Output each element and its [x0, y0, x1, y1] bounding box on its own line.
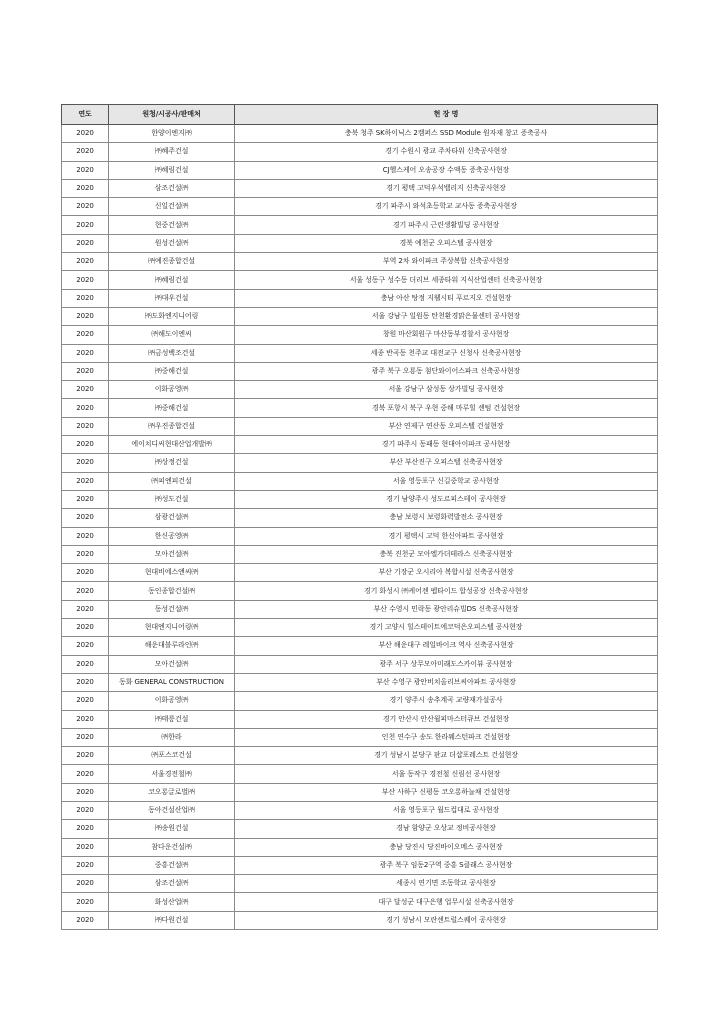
cell-site-name: 부산 연제구 연산동 오피스텔 건설현장: [235, 417, 658, 435]
cell-site-name: 경기 고양시 힐스테이트에코덕은오피스텔 공사현장: [235, 619, 658, 637]
cell-year: 2020: [62, 545, 109, 563]
table-row: [62, 490, 658, 508]
cell-site-name: 부산 해운대구 레일바이크 역사 신축공사현장: [235, 637, 658, 655]
cell-contractor: ㈜피엔피건설: [109, 472, 235, 490]
cell-year: 2020: [62, 710, 109, 728]
cell-year: 2020: [62, 399, 109, 417]
cell-site-name: 부역 2차 와이파크 주상복합 신축공사현장: [235, 253, 658, 271]
table-row: [62, 801, 658, 819]
cell-year: 2020: [62, 161, 109, 179]
cell-contractor: ㈜우진종합건설: [109, 417, 235, 435]
cell-year: 2020: [62, 472, 109, 490]
cell-site-name: 경기 수원시 광교 주차타워 신축공사현장: [235, 143, 658, 161]
header-year: 연도: [62, 105, 109, 125]
header-site-name: 현 장 명: [235, 105, 658, 125]
cell-year: 2020: [62, 856, 109, 874]
table-row: [62, 747, 658, 765]
cell-contractor: ㈜중해건설: [109, 399, 235, 417]
table-row: [62, 381, 658, 399]
cell-site-name: 서울 성동구 성수동 더리브 세종타워 지식산업센터 신축공사현장: [235, 271, 658, 289]
cell-site-name: 광주 북구 임동2구역 중흥 S클래스 공사현장: [235, 856, 658, 874]
cell-year: 2020: [62, 344, 109, 362]
cell-contractor: 모아건설㈜: [109, 655, 235, 673]
table-row: [62, 600, 658, 618]
cell-contractor: ㈜성도건설: [109, 490, 235, 508]
table-row: [62, 253, 658, 271]
table-row: [62, 655, 658, 673]
table-row: [62, 326, 658, 344]
cell-contractor: 중흥건설㈜: [109, 856, 235, 874]
cell-year: 2020: [62, 655, 109, 673]
table-row: [62, 765, 658, 783]
cell-year: 2020: [62, 783, 109, 801]
cell-contractor: 모아건설㈜: [109, 545, 235, 563]
cell-contractor: 한신공영㈜: [109, 527, 235, 545]
cell-year: 2020: [62, 454, 109, 472]
table-row: [62, 179, 658, 197]
table-row: [62, 564, 658, 582]
table-row: [62, 344, 658, 362]
cell-site-name: 경북 포항시 북구 우현 중해 마루힐 센텀 건설현장: [235, 399, 658, 417]
cell-year: 2020: [62, 838, 109, 856]
table-row: [62, 161, 658, 179]
cell-site-name: 경기 화성시 ㈜케어젠 펩타이드 합성공장 신축공사현장: [235, 582, 658, 600]
cell-contractor: 동성건설㈜: [109, 600, 235, 618]
cell-site-name: 서울 영등포구 월드컵대로 공사현장: [235, 801, 658, 819]
cell-site-name: 부산 기장군 오시리아 복합시설 신축공사현장: [235, 564, 658, 582]
cell-year: 2020: [62, 893, 109, 911]
table-row: [62, 619, 658, 637]
cell-year: 2020: [62, 600, 109, 618]
cell-year: 2020: [62, 326, 109, 344]
cell-year: 2020: [62, 417, 109, 435]
table-row: [62, 710, 658, 728]
table-row: [62, 271, 658, 289]
project-history-table: [61, 104, 658, 930]
cell-year: 2020: [62, 801, 109, 819]
cell-site-name: CJ헬스케어 오송공장 수액동 증축공사현장: [235, 161, 658, 179]
cell-site-name: 충남 당진시 당진바이오메스 공사현장: [235, 838, 658, 856]
cell-site-name: 경기 성남시 분당구 판교 더샵포레스트 건설현장: [235, 747, 658, 765]
cell-year: 2020: [62, 582, 109, 600]
table-row: [62, 472, 658, 490]
table-row: [62, 673, 658, 691]
cell-year: 2020: [62, 307, 109, 325]
cell-contractor: 서울경전철㈜: [109, 765, 235, 783]
cell-contractor: ㈜예진종합건설: [109, 253, 235, 271]
cell-site-name: 인천 연수구 송도 한라웨스턴파크 건설현장: [235, 728, 658, 746]
cell-year: 2020: [62, 765, 109, 783]
cell-contractor: 삼조건설㈜: [109, 179, 235, 197]
cell-year: 2020: [62, 289, 109, 307]
cell-year: 2020: [62, 381, 109, 399]
cell-contractor: 동화 GENERAL CONSTRUCTION: [109, 673, 235, 691]
table-row: [62, 216, 658, 234]
cell-year: 2020: [62, 143, 109, 161]
table-row: [62, 289, 658, 307]
project-table-container: [61, 104, 658, 930]
cell-site-name: 세종시 연기면 조동학교 공사현장: [235, 875, 658, 893]
cell-year: 2020: [62, 619, 109, 637]
cell-contractor: ㈜송원건설: [109, 820, 235, 838]
table-row: [62, 856, 658, 874]
table-row: [62, 198, 658, 216]
cell-site-name: 대구 달성군 대구은행 업무시설 신축공사현장: [235, 893, 658, 911]
cell-site-name: 서울 강남구 일원동 탄천환경맑은물센터 공사현장: [235, 307, 658, 325]
table-row: [62, 125, 658, 143]
table-row: [62, 234, 658, 252]
cell-contractor: 동인종합건설㈜: [109, 582, 235, 600]
cell-contractor: ㈜상정건설: [109, 454, 235, 472]
table-row: [62, 509, 658, 527]
cell-site-name: 부산 수영구 광안비치올리브씨아파트 공사현장: [235, 673, 658, 691]
cell-site-name: 경기 성남시 모란센트럴스퀘어 공사현장: [235, 911, 658, 929]
cell-site-name: 서울 강남구 삼성동 상가빌딩 공사현장: [235, 381, 658, 399]
cell-year: 2020: [62, 198, 109, 216]
cell-site-name: 광주 서구 상무모아미래도스카이뷰 공사현장: [235, 655, 658, 673]
cell-contractor: ㈜포스코건설: [109, 747, 235, 765]
table-row: [62, 637, 658, 655]
cell-year: 2020: [62, 527, 109, 545]
cell-site-name: 경기 양주시 송추계곡 교량재가설공사: [235, 692, 658, 710]
cell-site-name: 부산 부산진구 오피스텔 신축공사현장: [235, 454, 658, 472]
cell-site-name: 서울 동작구 경전철 신림선 공사현장: [235, 765, 658, 783]
cell-year: 2020: [62, 564, 109, 582]
cell-year: 2020: [62, 490, 109, 508]
cell-site-name: 경기 파주시 근린생활빌딩 공사현장: [235, 216, 658, 234]
cell-year: 2020: [62, 728, 109, 746]
table-row: [62, 893, 658, 911]
cell-contractor: ㈜금성백조건설: [109, 344, 235, 362]
cell-contractor: 이화공영㈜: [109, 692, 235, 710]
table-row: [62, 545, 658, 563]
cell-year: 2020: [62, 875, 109, 893]
cell-contractor: 삼광건설㈜: [109, 509, 235, 527]
cell-year: 2020: [62, 179, 109, 197]
table-row: [62, 143, 658, 161]
cell-year: 2020: [62, 271, 109, 289]
table-row: [62, 307, 658, 325]
cell-contractor: 동아건설산업㈜: [109, 801, 235, 819]
table-row: [62, 582, 658, 600]
table-row: [62, 820, 658, 838]
cell-site-name: 경기 파주시 와석초등학교 교사동 증축공사현장: [235, 198, 658, 216]
cell-contractor: 참다운건설㈜: [109, 838, 235, 856]
cell-site-name: 창원 마산회원구 마산동부경찰서 공사현장: [235, 326, 658, 344]
cell-year: 2020: [62, 911, 109, 929]
cell-site-name: 경기 평택시 고덕 한신아파트 공사현장: [235, 527, 658, 545]
cell-contractor: ㈜대우건설: [109, 289, 235, 307]
cell-contractor: ㈜혜주건설: [109, 143, 235, 161]
cell-contractor: 코오롱글로벌㈜: [109, 783, 235, 801]
cell-site-name: 경북 예천군 오피스텔 공사현장: [235, 234, 658, 252]
cell-contractor: 이화공영㈜: [109, 381, 235, 399]
header-row: [62, 105, 658, 125]
cell-year: 2020: [62, 637, 109, 655]
cell-year: 2020: [62, 747, 109, 765]
cell-year: 2020: [62, 125, 109, 143]
table-row: [62, 692, 658, 710]
cell-site-name: 광주 북구 오룡동 첨단와이어스파크 신축공사현장: [235, 362, 658, 380]
cell-contractor: ㈜다원건설: [109, 911, 235, 929]
cell-site-name: 충북 청주 SK하이닉스 2캠퍼스 SSD Module 원자재 창고 증축공사: [235, 125, 658, 143]
table-row: [62, 436, 658, 454]
cell-contractor: 해운대블루라인㈜: [109, 637, 235, 655]
cell-contractor: 에이치디씨현대산업개발㈜: [109, 436, 235, 454]
cell-year: 2020: [62, 820, 109, 838]
table-row: [62, 417, 658, 435]
cell-site-name: 경기 안산시 안산월피마스터큐브 건설현장: [235, 710, 658, 728]
table-row: [62, 838, 658, 856]
table-row: [62, 911, 658, 929]
cell-contractor: 화성산업㈜: [109, 893, 235, 911]
table-row: [62, 527, 658, 545]
cell-contractor: 삼조건설㈜: [109, 875, 235, 893]
cell-site-name: 충북 진천군 모아엘가더테라스 신축공사현장: [235, 545, 658, 563]
table-row: [62, 728, 658, 746]
cell-site-name: 경기 남양주시 성도르피스테이 공사현장: [235, 490, 658, 508]
cell-contractor: ㈜중해건설: [109, 362, 235, 380]
cell-contractor: ㈜해도이엔씨: [109, 326, 235, 344]
table-row: [62, 362, 658, 380]
cell-contractor: 원성건설㈜: [109, 234, 235, 252]
cell-year: 2020: [62, 673, 109, 691]
cell-site-name: 경기 파주시 동패동 현대아이파크 공사현장: [235, 436, 658, 454]
cell-year: 2020: [62, 362, 109, 380]
cell-year: 2020: [62, 436, 109, 454]
cell-contractor: ㈜태릉건설: [109, 710, 235, 728]
cell-contractor: 한양이엔지㈜: [109, 125, 235, 143]
cell-contractor: ㈜한라: [109, 728, 235, 746]
cell-contractor: 현대엔지니어링㈜: [109, 619, 235, 637]
table-row: [62, 875, 658, 893]
cell-contractor: ㈜혜림건설: [109, 271, 235, 289]
cell-site-name: 경남 함양군 오상교 정비공사현장: [235, 820, 658, 838]
table-row: [62, 454, 658, 472]
cell-contractor: ㈜혜림건설: [109, 161, 235, 179]
header-contractor: 원청/시공사/판매처: [109, 105, 235, 125]
cell-contractor: ㈜도화엔지니어링: [109, 307, 235, 325]
cell-site-name: 충남 아산 탕정 지웰시티 푸르지오 건설현장: [235, 289, 658, 307]
table-header: [62, 105, 658, 125]
cell-contractor: 현대비에스앤씨㈜: [109, 564, 235, 582]
cell-year: 2020: [62, 509, 109, 527]
cell-contractor: 현중건설㈜: [109, 216, 235, 234]
cell-site-name: 경기 평택 고덕우석밸리지 신축공사현장: [235, 179, 658, 197]
cell-site-name: 충남 보령시 보령화력발전소 공사현장: [235, 509, 658, 527]
cell-site-name: 부산 수영시 민락동 광안리슈빌DS 신축공사현장: [235, 600, 658, 618]
cell-site-name: 부산 사하구 신평동 코오롱하늘채 건설현장: [235, 783, 658, 801]
table-row: [62, 783, 658, 801]
cell-contractor: 신일건설㈜: [109, 198, 235, 216]
table-body: [62, 125, 658, 930]
cell-year: 2020: [62, 216, 109, 234]
cell-year: 2020: [62, 234, 109, 252]
cell-site-name: 세종 반곡동 천주교 대전교구 신청사 신축공사현장: [235, 344, 658, 362]
cell-site-name: 서울 영등포구 신길중학교 공사현장: [235, 472, 658, 490]
cell-year: 2020: [62, 253, 109, 271]
table-row: [62, 399, 658, 417]
cell-year: 2020: [62, 692, 109, 710]
